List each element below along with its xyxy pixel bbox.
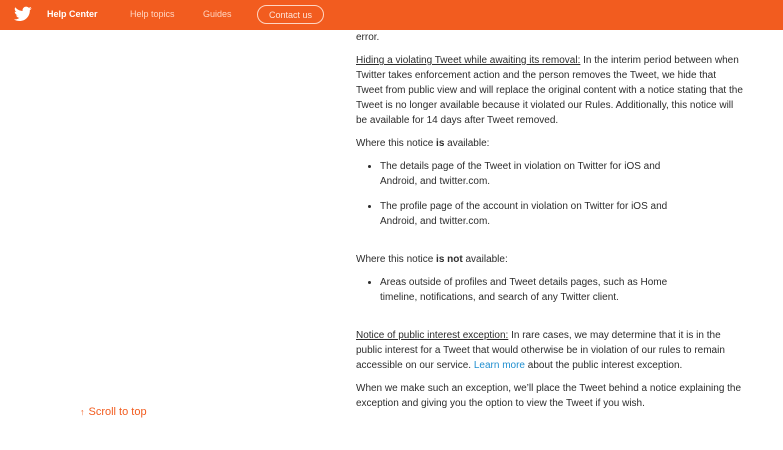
not-available-prefix: Where this notice	[356, 254, 437, 265]
article-body	[356, 30, 744, 411]
closing-paragraph: When we make such an exception, we’ll place the Tweet behind a notice explaining the exception and giving you the option to view the Tweet if you wish.	[356, 383, 742, 409]
exception-heading: Notice of public interest exception:	[356, 330, 509, 341]
not-available-heading	[356, 252, 744, 267]
exception-body-before: In rare cases, we may determine that it is in the public interest for a Tweet that would otherwise be in violation of our rules to remain accessible on our service.	[356, 330, 725, 371]
available-emphasis: is	[436, 138, 445, 149]
list-item: The details page of the Tweet in violation on Twitter for iOS and Android, and twitter.com.	[356, 159, 696, 189]
not-available-list	[356, 275, 744, 305]
not-available-suffix: available:	[462, 254, 508, 265]
hiding-paragraph	[356, 53, 744, 128]
available-suffix: available:	[444, 138, 490, 149]
available-heading	[356, 136, 744, 151]
help-center-link[interactable]: Help Center	[47, 9, 98, 19]
available-list	[356, 159, 744, 229]
contact-us-button[interactable]: Contact us	[257, 5, 324, 24]
list-item: The profile page of the account in violation on Twitter for iOS and Android, and twitter.com.	[356, 199, 696, 229]
available-prefix: Where this notice	[356, 138, 437, 149]
arrow-up-icon: ↑	[80, 407, 85, 417]
top-nav-bar	[0, 0, 783, 30]
learn-more-link[interactable]: Learn more	[473, 360, 525, 371]
intro-tail-text: error.	[356, 32, 380, 43]
not-available-emphasis: is not	[436, 254, 463, 265]
exception-body-after: about the public interest exception.	[524, 360, 683, 371]
hiding-heading: Hiding a violating Tweet while awaiting its removal:	[356, 55, 581, 66]
guides-link[interactable]: Guides	[203, 9, 232, 19]
exception-paragraph	[356, 328, 744, 373]
list-item: Areas outside of profiles and Tweet details pages, such as Home timeline, notifications, and search of any Twitter client.	[356, 275, 696, 305]
scroll-to-top-link[interactable]	[80, 406, 147, 418]
twitter-bird-icon[interactable]	[14, 6, 32, 22]
scroll-to-top-label: Scroll to top	[88, 406, 147, 418]
help-topics-link[interactable]: Help topics	[130, 9, 175, 19]
hiding-body: In the interim period between when Twitter takes enforcement action and the person removes the Tweet, we hide that Tweet from public view and will replace the original content with a notice stating that the Tweet is no longer available because it violated our Rules. Additionally, this notice will be available for 14 days after Tweet removed.	[356, 55, 743, 126]
